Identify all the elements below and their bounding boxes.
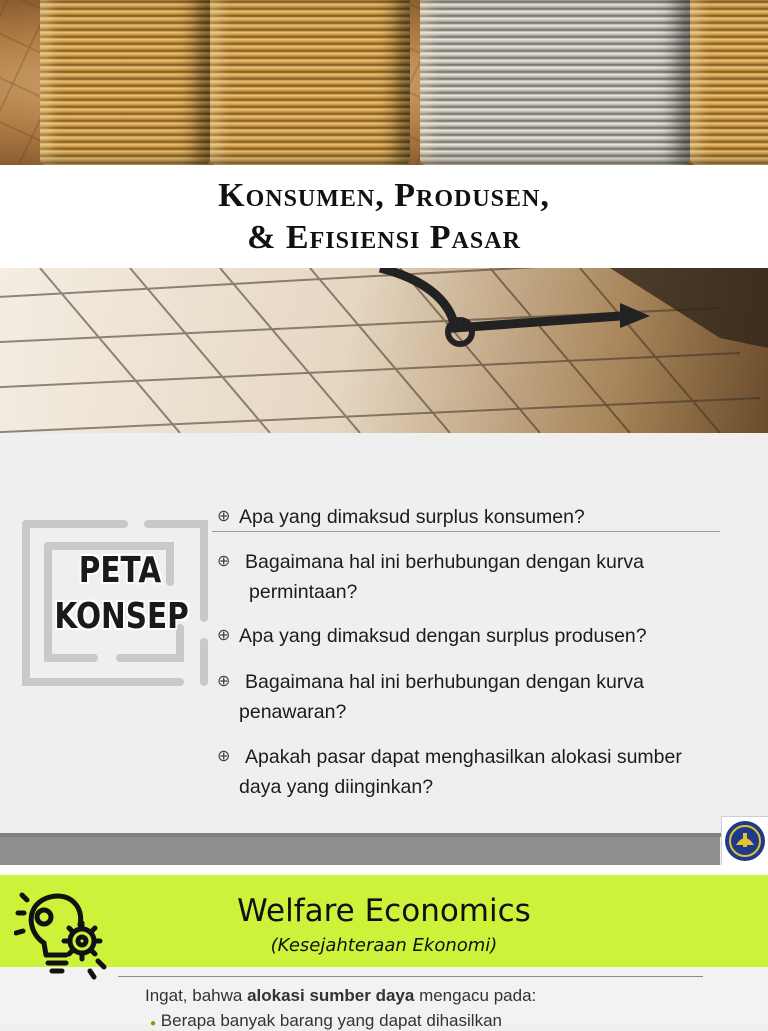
intro-bold: alokasi sumber daya bbox=[247, 986, 415, 1005]
peta-label-line-2: KONSEP bbox=[54, 596, 189, 637]
coins-photo bbox=[0, 0, 768, 165]
slide-footer-band bbox=[0, 837, 720, 865]
crosshair-bullet-icon: ⊕ bbox=[217, 627, 231, 644]
question-line: Bagaimana hal ini berhubungan dengan kurva bbox=[245, 551, 644, 573]
crosshair-bullet-icon: ⊕ bbox=[217, 673, 231, 690]
question-text bbox=[239, 547, 765, 607]
intro-text bbox=[145, 986, 536, 1006]
intro-suffix: mengacu pada: bbox=[414, 986, 537, 1005]
question-line: daya yang diinginkan? bbox=[239, 776, 434, 798]
question-text bbox=[239, 667, 765, 727]
slide-title-line-1: Konsumen, Produsen, bbox=[218, 176, 550, 214]
intro-prefix: Ingat, bahwa bbox=[145, 986, 248, 1005]
peta-label-line-1: PETA bbox=[78, 550, 162, 591]
question-text: Apa yang dimaksud surplus konsumen? bbox=[239, 506, 585, 528]
question-text: Apa yang dimaksud dengan surplus produsen? bbox=[239, 625, 647, 647]
question-item bbox=[217, 621, 765, 651]
question-item bbox=[217, 742, 765, 802]
question-item bbox=[217, 502, 765, 532]
crosshair-bullet-icon: ⊕ bbox=[217, 508, 231, 525]
slide-subtitle: (Kesejahteraan Ekonomi) bbox=[270, 935, 498, 956]
title-banner bbox=[0, 875, 768, 967]
concept-map-slide bbox=[0, 433, 768, 833]
question-line: Bagaimana hal ini berhubungan dengan kurva bbox=[245, 671, 644, 693]
slide-title-line-2: & Efisiensi Pasar bbox=[247, 218, 521, 256]
slide-gap bbox=[0, 865, 768, 875]
content-divider bbox=[118, 976, 703, 977]
crosshair-bullet-icon: ⊕ bbox=[217, 553, 231, 570]
slide-title: Welfare Economics bbox=[237, 893, 531, 929]
title-band bbox=[0, 165, 768, 268]
peta-konsep-label bbox=[54, 548, 189, 640]
bullet-dot-icon: ● bbox=[150, 1018, 157, 1029]
question-item bbox=[217, 547, 765, 607]
question-line: permintaan? bbox=[249, 581, 358, 603]
title-slide bbox=[0, 0, 768, 433]
crosshair-bullet-icon: ⊕ bbox=[217, 748, 231, 765]
question-line: penawaran? bbox=[239, 701, 347, 723]
financial-chart-photo bbox=[0, 268, 768, 433]
university-emblem-icon bbox=[721, 816, 768, 866]
question-text bbox=[239, 742, 765, 802]
question-item bbox=[217, 667, 765, 727]
question-line: Apakah pasar dapat menghasilkan alokasi sumber bbox=[245, 746, 682, 768]
list-item bbox=[150, 1011, 502, 1031]
list-item-text: Berapa banyak barang yang dapat dihasilkan bbox=[160, 1011, 502, 1030]
welfare-economics-slide bbox=[0, 875, 768, 1030]
